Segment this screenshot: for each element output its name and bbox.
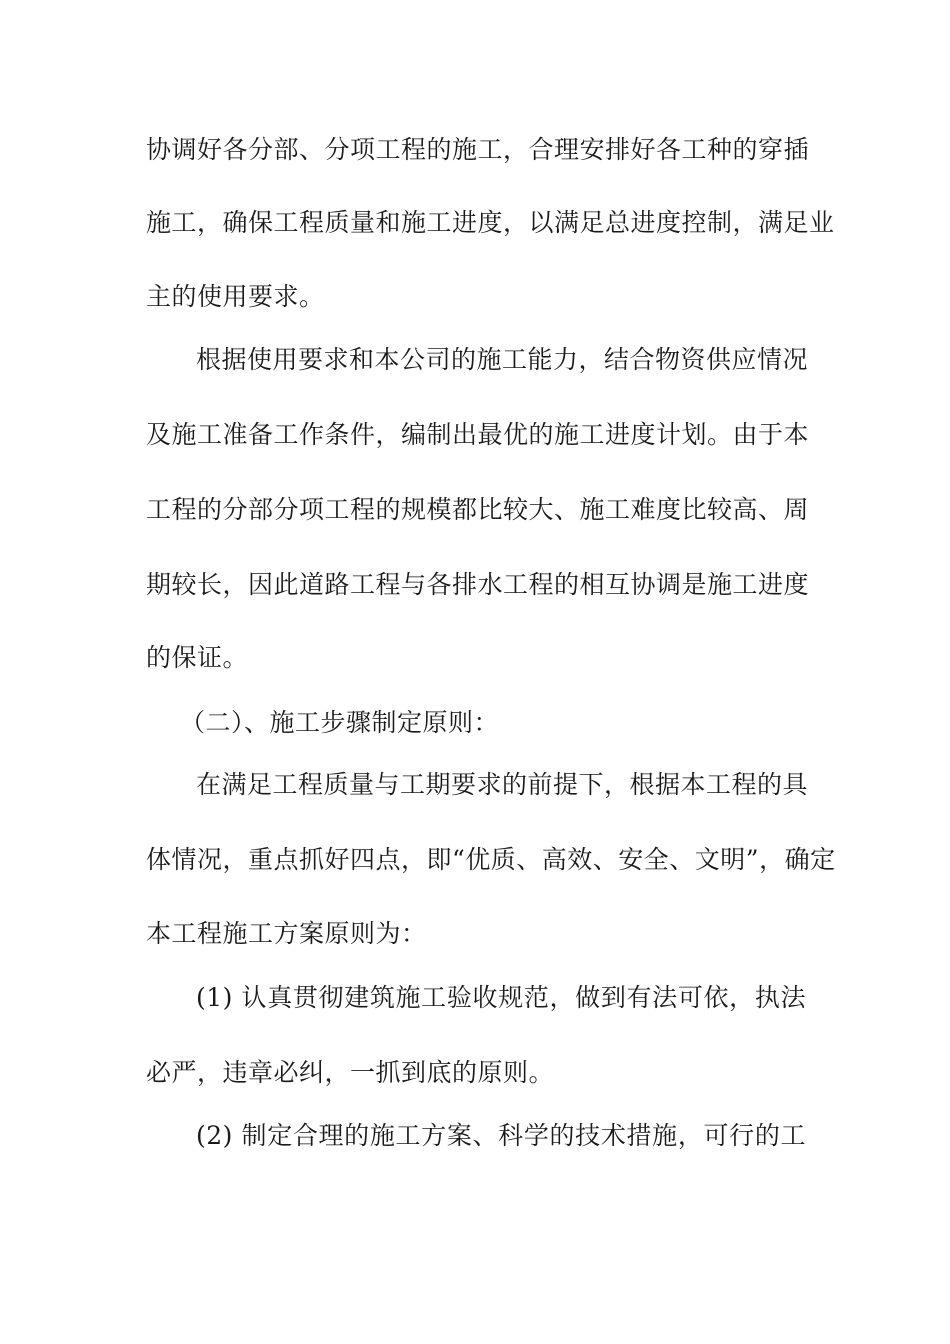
list-item-1-line-1: (1) 认真贯彻建筑施工验收规范，做到有法可依，执法 bbox=[196, 983, 806, 1012]
paragraph-2-line-3: 工程的分部分项工程的规模都比较大、施工难度比较高、周 bbox=[146, 495, 810, 524]
paragraph-2-line-5: 的保证。 bbox=[146, 643, 249, 672]
paragraph-3-line-2: 体情况，重点抓好四点，即“优质、高效、安全、文明”，确定 bbox=[146, 845, 836, 874]
paragraph-1-line-1: 协调好各分部、分项工程的施工，合理安排好各工种的穿插 bbox=[146, 135, 810, 164]
paragraph-3-line-3: 本工程施工方案原则为： bbox=[146, 919, 427, 948]
list-item-2-line-1: (2) 制定合理的施工方案、科学的技术措施，可行的工 bbox=[196, 1121, 806, 1150]
section-heading: （二）、施工步骤制定原则： bbox=[180, 708, 500, 737]
paragraph-1-line-2: 施工，确保工程质量和施工进度，以满足总进度控制，满足业 bbox=[146, 208, 835, 237]
paragraph-2-line-4: 期较长，因此道路工程与各排水工程的相互协调是施工进度 bbox=[146, 570, 810, 599]
paragraph-2-line-1: 根据使用要求和本公司的施工能力，结合物资供应情况 bbox=[196, 345, 809, 374]
paragraph-2-line-2: 及施工准备工作条件，编制出最优的施工进度计划。由于本 bbox=[146, 420, 810, 449]
paragraph-1-line-3: 主的使用要求。 bbox=[146, 282, 325, 311]
list-item-1-line-2: 必严，违章必纠，一抓到底的原则。 bbox=[146, 1058, 555, 1087]
paragraph-3-line-1: 在满足工程质量与工期要求的前提下，根据本工程的具 bbox=[196, 770, 809, 799]
